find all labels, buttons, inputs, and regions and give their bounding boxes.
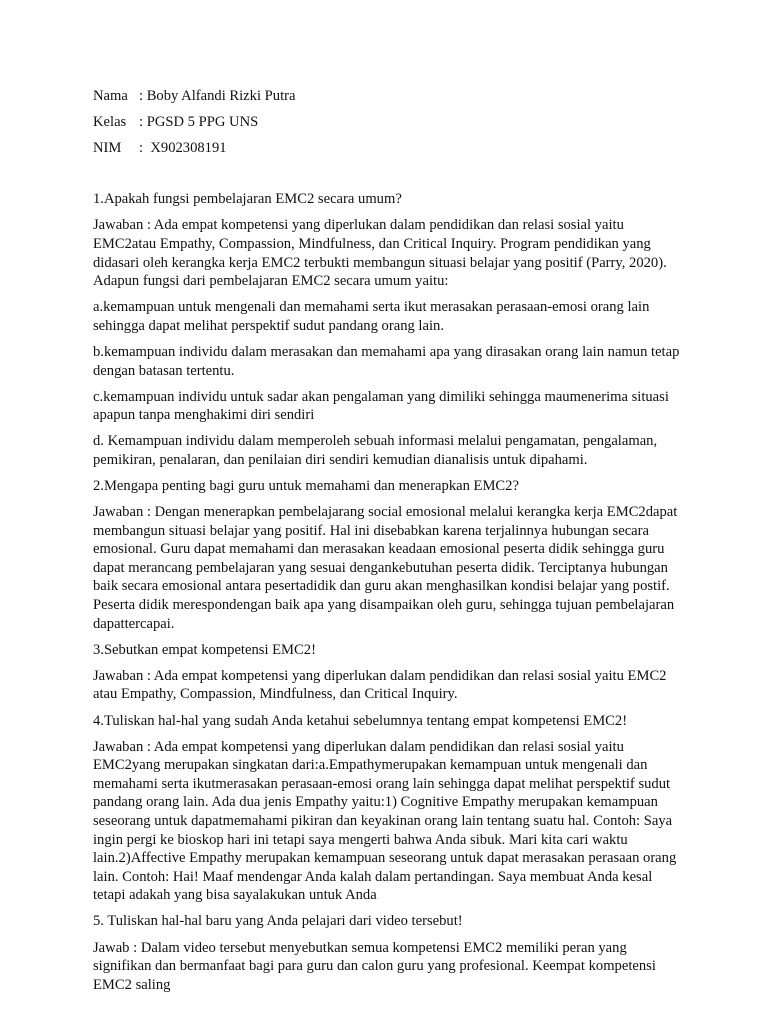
- nim-value: : X902308191: [139, 140, 227, 157]
- nama-row: [93, 87, 688, 106]
- nama-value: : Boby Alfandi Rizki Putra: [139, 88, 296, 104]
- header-spacer: [93, 165, 688, 190]
- answer-1-point-d: d. Kemampuan individu dalam memperoleh sebuah informasi melalui pengamatan, pengalaman, pemikiran, penalaran, dan penilaian diri sendiri kemudian dianalisis untuk dipahami.: [93, 433, 658, 468]
- answer-2: Jawaban : Dengan menerapkan pembelajarang social emosional melalui kerangka kerja EMC2dapat membangun situasi belajar yang positif. Hal ini disebabkan karena terjalinnya hubungan secara emosional. Guru dapat memahami dan merasakan keadaan emosional peserta didik sehingga guru dapat merancang pembelajaran yang sesuai dengankebutuhan peserta didik. Terciptanya hubungan baik secara emosional antara pesertadidik dan guru akan menghasilkan kondisi belajar yang postif. Peserta didik merespondengan baik apa yang disampaikan oleh guru, sehingga tujuan pembelajaran dapattercapai.: [93, 504, 678, 632]
- kelas-label: Kelas: [93, 114, 127, 131]
- document-content: [93, 87, 688, 1002]
- answer-5: Jawab : Dalam video tersebut menyebutkan semua kompetensi EMC2 memiliki peran yang signifikan dan bermanfaat bagi para guru dan calon guru yang profesional. Keempat kompetensi EMC2 saling: [93, 939, 656, 993]
- answer-1-point-b: b.kemampuan individu dalam merasakan dan memahami apa yang dirasakan orang lain namun tetap dengan batasan tertentu.: [93, 343, 680, 379]
- question-3: 3.Sebutkan empat kompetensi EMC2!: [93, 641, 316, 658]
- kelas-value: : PGSD 5 PPG UNS: [139, 114, 259, 131]
- nama-label: Nama: [93, 88, 128, 104]
- question-4: 4.Tuliskan hal-hal yang sudah Anda ketahui sebelumnya tentang empat kompetensi EMC2!: [93, 712, 628, 729]
- kelas-row: [93, 113, 688, 132]
- answer-3: Jawaban : Ada empat kompetensi yang diperlukan dalam pendidikan dan relasi sosial yaitu EMC2 atau Empathy, Compassion, Mindfulness, dan Critical Inquiry.: [93, 667, 667, 703]
- answer-1-point-a: a.kemampuan untuk mengenali dan memahami serta ikut merasakan perasaan-emosi orang lain sehingga dapat melihat perspektif sudut pandang orang lain.: [93, 299, 650, 334]
- question-2: 2.Mengapa penting bagi guru untuk memahami dan menerapkan EMC2?: [93, 478, 519, 494]
- answer-4: Jawaban : Ada empat kompetensi yang diperlukan dalam pendidikan dan relasi sosial yaitu EMC2yang merupakan singkatan dari:a.Empathymerupakan kemampuan untuk mengenali dan memahami serta ikutmerasakan perasaan-emosi orang lain sehingga dapat melihat perspektif sudut pandang orang lain. Ada dua jenis Empathy yaitu:1) Cognitive Empathy merupakan kemampuan seseorang untuk dapatmemahami pikiran dan keyakinan orang lain tentang suatu hal. Contoh: Saya ingin pergi ke bioskop hari ini tetapi saya mengerti bahwa Anda sibuk. Mari kita cari waktu lain.2)Affective Empathy merupakan kemampuan seseorang untuk dapat merasakan perasaan orang lain. Contoh: Hai! Maaf mendengar Anda kalah dalam pertandingan. Saya membuat Anda kesal tetapi adakah yang bisa sayalakukan untuk Anda: [93, 738, 677, 904]
- answer-1: Jawaban : Ada empat kompetensi yang diperlukan dalam pendidikan dan relasi sosial yaitu EMC2atau Empathy, Compassion, Mindfulness, dan Critical Inquiry. Program pendidikan yang didasari oleh kerangka kerja EMC2 terbukti membangun situasi belajar yang positif (Parry, 2020). Adapun fungsi dari pembelajaran EMC2 secara umum yaitu:: [93, 217, 667, 290]
- nim-label: NIM: [93, 140, 122, 157]
- answer-1-point-c: c.kemampuan individu untuk sadar akan pengalaman yang dimiliki sehingga maumenerima situasi apapun tanpa menghakimi diri sendiri: [93, 388, 669, 424]
- question-5: 5. Tuliskan hal-hal baru yang Anda pelajari dari video tersebut!: [93, 913, 463, 930]
- nim-row: [93, 139, 688, 158]
- question-1: 1.Apakah fungsi pembelajaran EMC2 secara umum?: [93, 191, 402, 208]
